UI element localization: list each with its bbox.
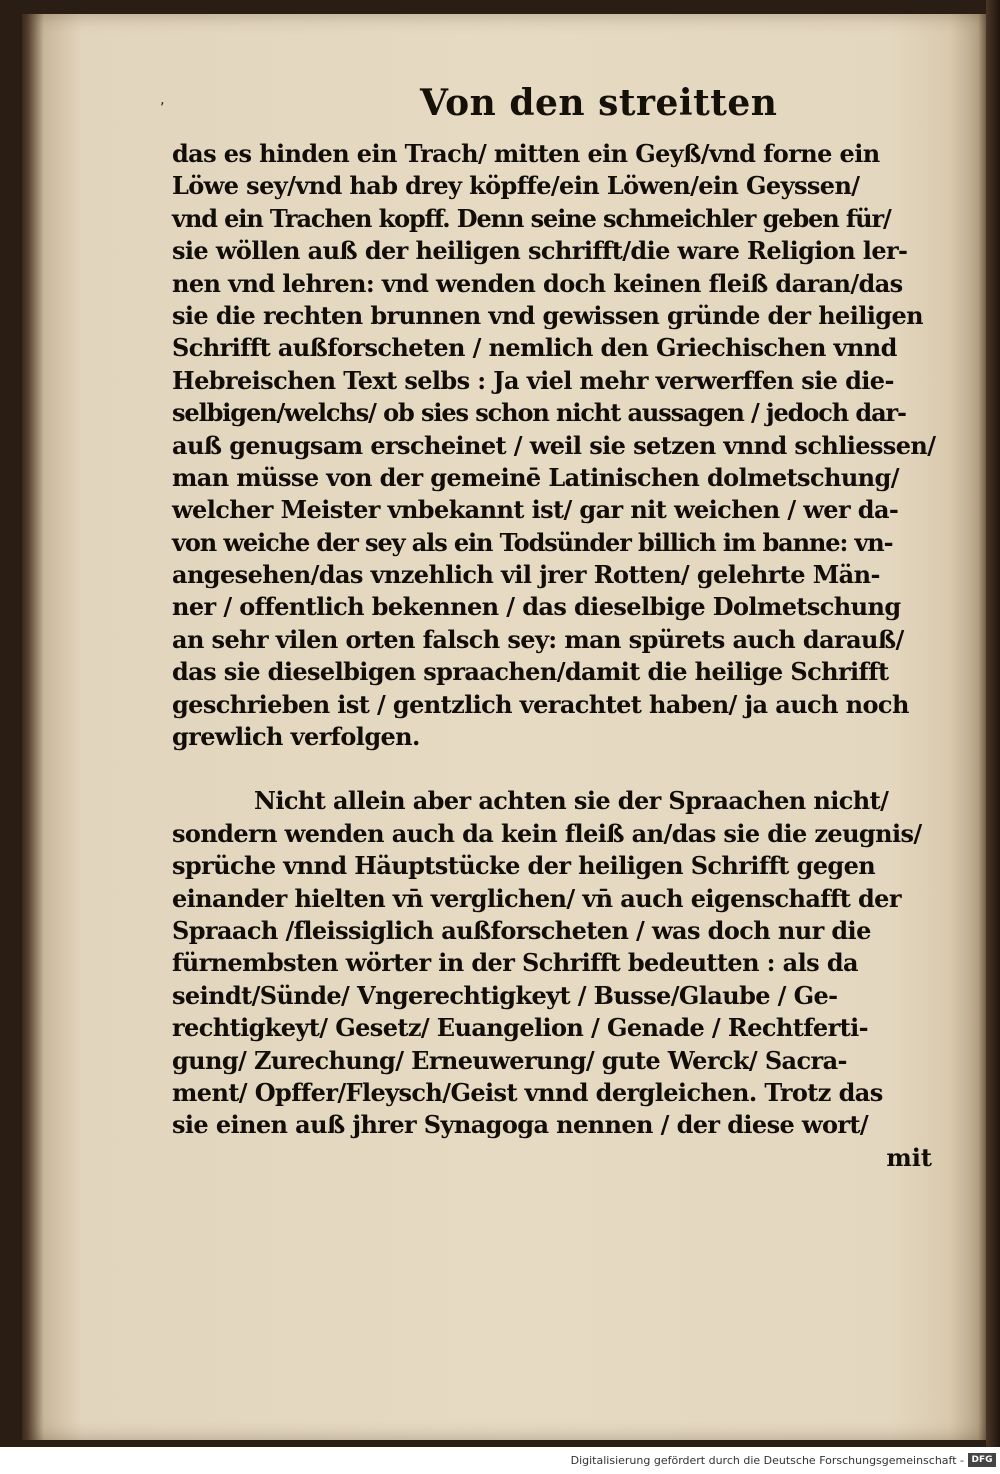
footer-bar [0, 1447, 1000, 1474]
text-line: das es hinden ein Trach/ mitten ein Geyß/vnd forne ein [172, 139, 880, 168]
catchword: mit [886, 1142, 932, 1172]
text-line: sie einen auß jhrer Synagoga nennen / der diese wort/ [172, 1110, 869, 1140]
dfg-logo: DFG [968, 1453, 996, 1467]
text-line: nen vnd lehren: vnd wenden doch keinen fleiß daran/das [172, 268, 903, 298]
book-edge [986, 0, 1000, 1447]
text-line: ment/ Opffer/Fleysch/Geist vnnd dergleichen. Trotz das [172, 1077, 883, 1107]
paragraph-gap [172, 753, 942, 785]
text-line: geschrieben ist / gentzlich verachtet haben/ ja auch noch [172, 689, 909, 719]
text-line: sie wöllen auß der heiligen schrifft/die ware Religion ler- [172, 236, 908, 266]
text-line: sondern wenden auch da kein fleiß an/das sie die zeugnis/ [172, 818, 922, 848]
text-line: Hebreischen Text selbs : Ja viel mehr verwerffen sie die- [172, 365, 894, 395]
text-line: das sie dieselbigen spraachen/damit die heilige Schrifft [172, 657, 889, 687]
text-line: ner / offentlich bekennen / das dieselbige Dolmetschung [172, 592, 901, 622]
text-line: selbigen/welchs/ ob sies schon nicht aussagen / jedoch dar- [172, 398, 906, 428]
text-line: sprüche vnnd Häuptstücke der heiligen Schrifft gegen [172, 851, 876, 881]
text-line: grewlich verfolgen. [172, 722, 420, 752]
text-line: gung/ Zurechung/ Erneuwerung/ gute Werck/ Sacra- [172, 1045, 847, 1075]
text-line: rechtigkeyt/ Gesetz/ Euangelion / Genade / Rechtferti- [172, 1013, 869, 1043]
paragraph-2 [172, 785, 942, 1141]
paragraph-1 [172, 138, 942, 753]
text-line: Schrifft außforscheten / nemlich den Griechischen vnnd [172, 333, 897, 363]
text-line: einander hielten vn̄ verglichen/ vn̄ auch eigenschafft der [172, 883, 901, 913]
text-line: fürnembsten wörter in der Schrifft bedeutten : als da [172, 948, 858, 978]
corner-mark: ‚ [160, 92, 165, 108]
text-line: auß genugsam erscheinet / weil sie setzen vnnd schliessen/ [172, 430, 936, 460]
text-line: man müsse von der gemeinē Latinischen dolmetschung/ [172, 462, 899, 492]
text-line: seindt/Sünde/ Vngerechtigkeyt / Busse/Glaube / Ge- [172, 980, 838, 1010]
text-line: von weiche der sey als ein Todsünder billich im banne: vn- [172, 527, 893, 557]
text-line: Löwe sey/vnd hab drey köpffe/ein Löwen/ein Geyssen/ [172, 171, 860, 201]
text-line: vnd ein Trachen kopff. Denn seine schmeichler geben für/ [172, 203, 891, 233]
text-line: angesehen/das vnzehlich vil jrer Rotten/ gelehrte Män- [172, 560, 880, 590]
funding-credit: Digitalisierung gefördert durch die Deutsche Forschungsgemeinschaft - [570, 1454, 964, 1467]
text-line: sie die rechten brunnen vnd gewissen gründe der heiligen [172, 300, 923, 330]
body-text [172, 138, 942, 1174]
text-line: welcher Meister vnbekannt ist/ gar nit weichen / wer da- [172, 495, 899, 525]
text-line: Spraach /fleissiglich außforscheten / was doch nur die [172, 915, 871, 945]
text-line: Nicht allein aber achten sie der Spraachen nicht/ [254, 786, 889, 816]
text-line: an sehr vilen orten falsch sey: man spürets auch darauß/ [172, 624, 904, 654]
running-head: Von den streitten [420, 82, 778, 124]
